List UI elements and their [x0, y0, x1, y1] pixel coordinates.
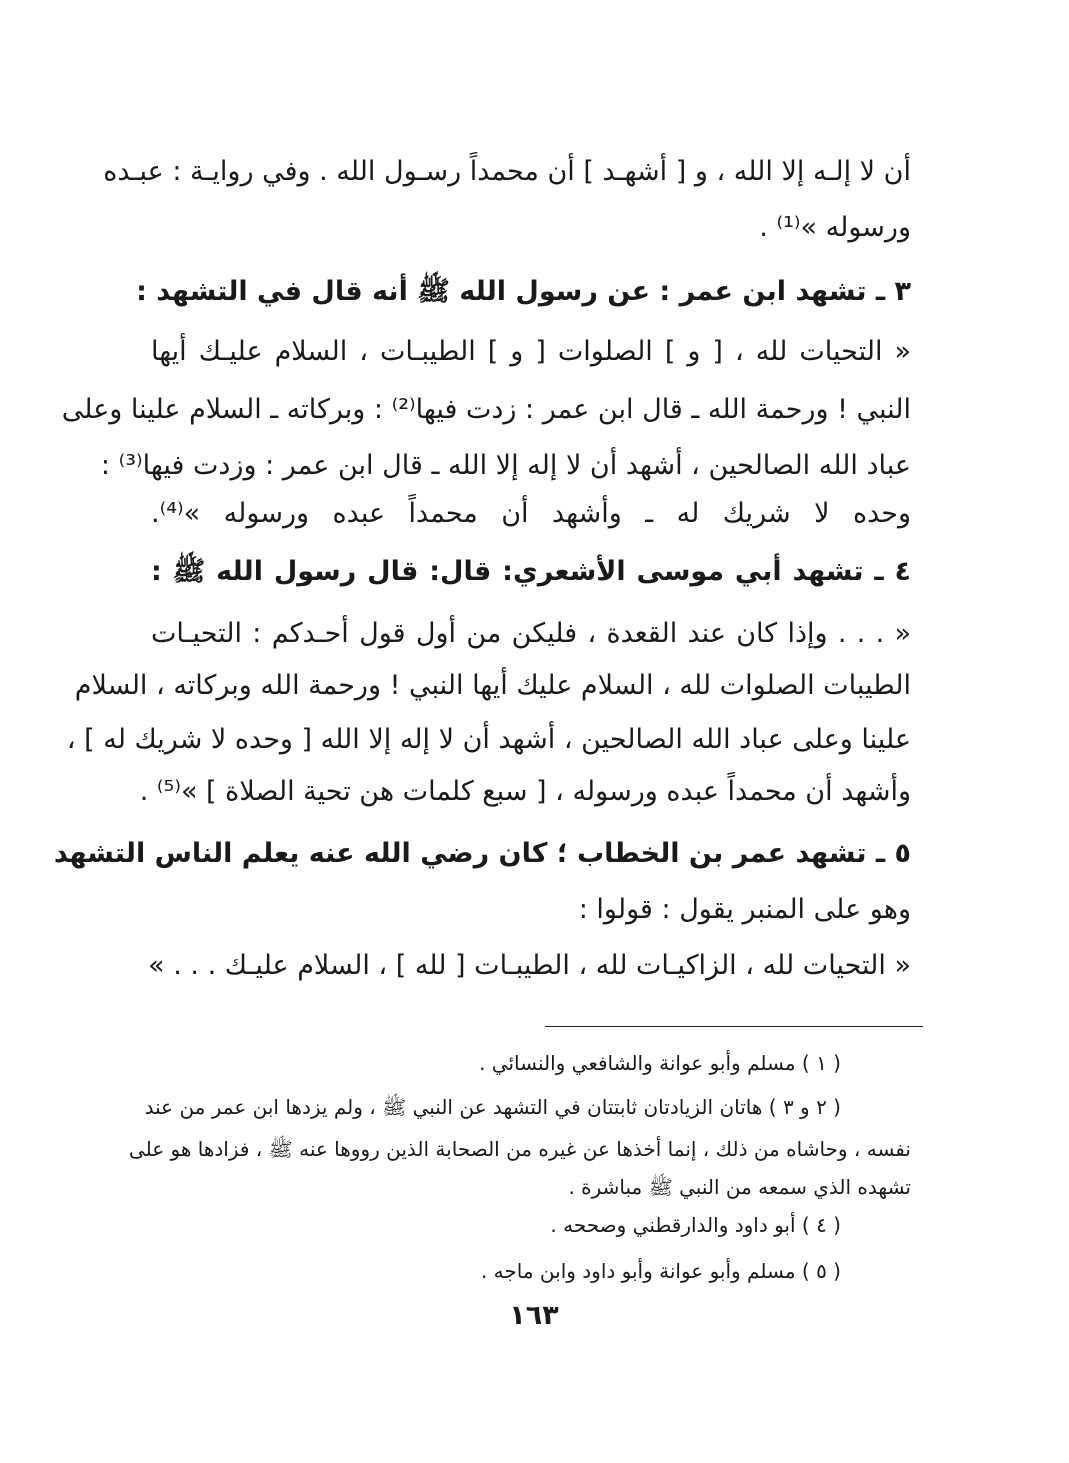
footnote-2-3: ( ٢ و ٣ ) هاتان الزيادتان ثابتتان في التشهد عن النبي ﷺ ، ولم يزدها ابن عمر من عند — [144, 1095, 841, 1119]
body-line-9: « . . . وإذا كان عند القعدة ، فليكن من أول قول أحـدكم : التحيـات — [151, 618, 911, 649]
body-line-5: النبي ! ورحمة الله ـ قال ابن عمر : زدت فيها⁽²⁾ : وبركاته ـ السلام علينا وعلى — [61, 394, 911, 425]
body-line-10: الطيبات الصلوات لله ، السلام عليك أيها النبي ! ورحمة الله وبركاته ، السلام — [74, 670, 911, 701]
footnote-2-3-cont: نفسه ، وحاشاه من ذلك ، إنما أخذها عن غيره من الصحابة الذين رووها عنه ﷺ ، فزادها هو على — [128, 1137, 911, 1161]
section-heading-5: ٥ ـ تشهد عمر بن الخطاب ؛ كان رضي الله عنه يعلم الناس التشهد — [53, 838, 911, 869]
body-line-11: علينا وعلى عباد الله الصالحين ، أشهد أن لا إله إلا الله [ وحده لا شريك له ] ، — [66, 724, 911, 755]
footnote-1: ( ١ ) مسلم وأبو عوانة والشافعي والنسائي . — [479, 1051, 841, 1075]
body-line-14: وهو على المنبر يقول : قولوا : — [578, 894, 911, 925]
body-line-6: عباد الله الصالحين ، أشهد أن لا إله إلا الله ـ قال ابن عمر : وزدت فيها⁽³⁾ : — [100, 450, 911, 481]
footnote-divider — [545, 1026, 923, 1027]
body-line-2: ورسوله »⁽¹⁾ . — [759, 212, 911, 243]
footnote-4: ( ٤ ) أبو داود والدارقطني وصححه . — [550, 1213, 841, 1237]
body-line-12: وأشهد أن محمداً عبده ورسوله ، [ سبع كلمات هن تحية الصلاة ] »⁽⁵⁾ . — [139, 776, 911, 807]
footnote-2-3-end: تشهده الذي سمعه من النبي ﷺ مباشرة . — [568, 1175, 911, 1199]
body-line-15: « التحيات لله ، الزاكيـات لله ، الطيبـات [ لله ] ، السلام عليـك . . . » — [148, 950, 911, 981]
body-line-1: أن لا إلـه إلا الله ، و [ أشهـد ] أن محمداً رسـول الله . وفي روايـة : عبـده — [103, 156, 911, 187]
body-line-4: « التحيات لله ، [ و ] الصلوات [ و ] الطيبـات ، السلام عليـك أيها — [151, 336, 911, 367]
section-heading-4: ٤ ـ تشهد أبي موسى الأشعري: قال: قال رسول الله ﷺ : — [151, 556, 911, 587]
section-heading-3: ٣ ـ تشهد ابن عمر : عن رسول الله ﷺ أنه قال في التشهد : — [136, 276, 911, 307]
body-line-7: وحده لا شريك له ـ وأشهد أن محمداً عبده ورسوله »⁽⁴⁾. — [151, 498, 911, 529]
footnote-5: ( ٥ ) مسلم وأبو عوانة وأبو داود وابن ماجه . — [480, 1259, 841, 1283]
page-number: ١٦٣ — [509, 1300, 559, 1331]
